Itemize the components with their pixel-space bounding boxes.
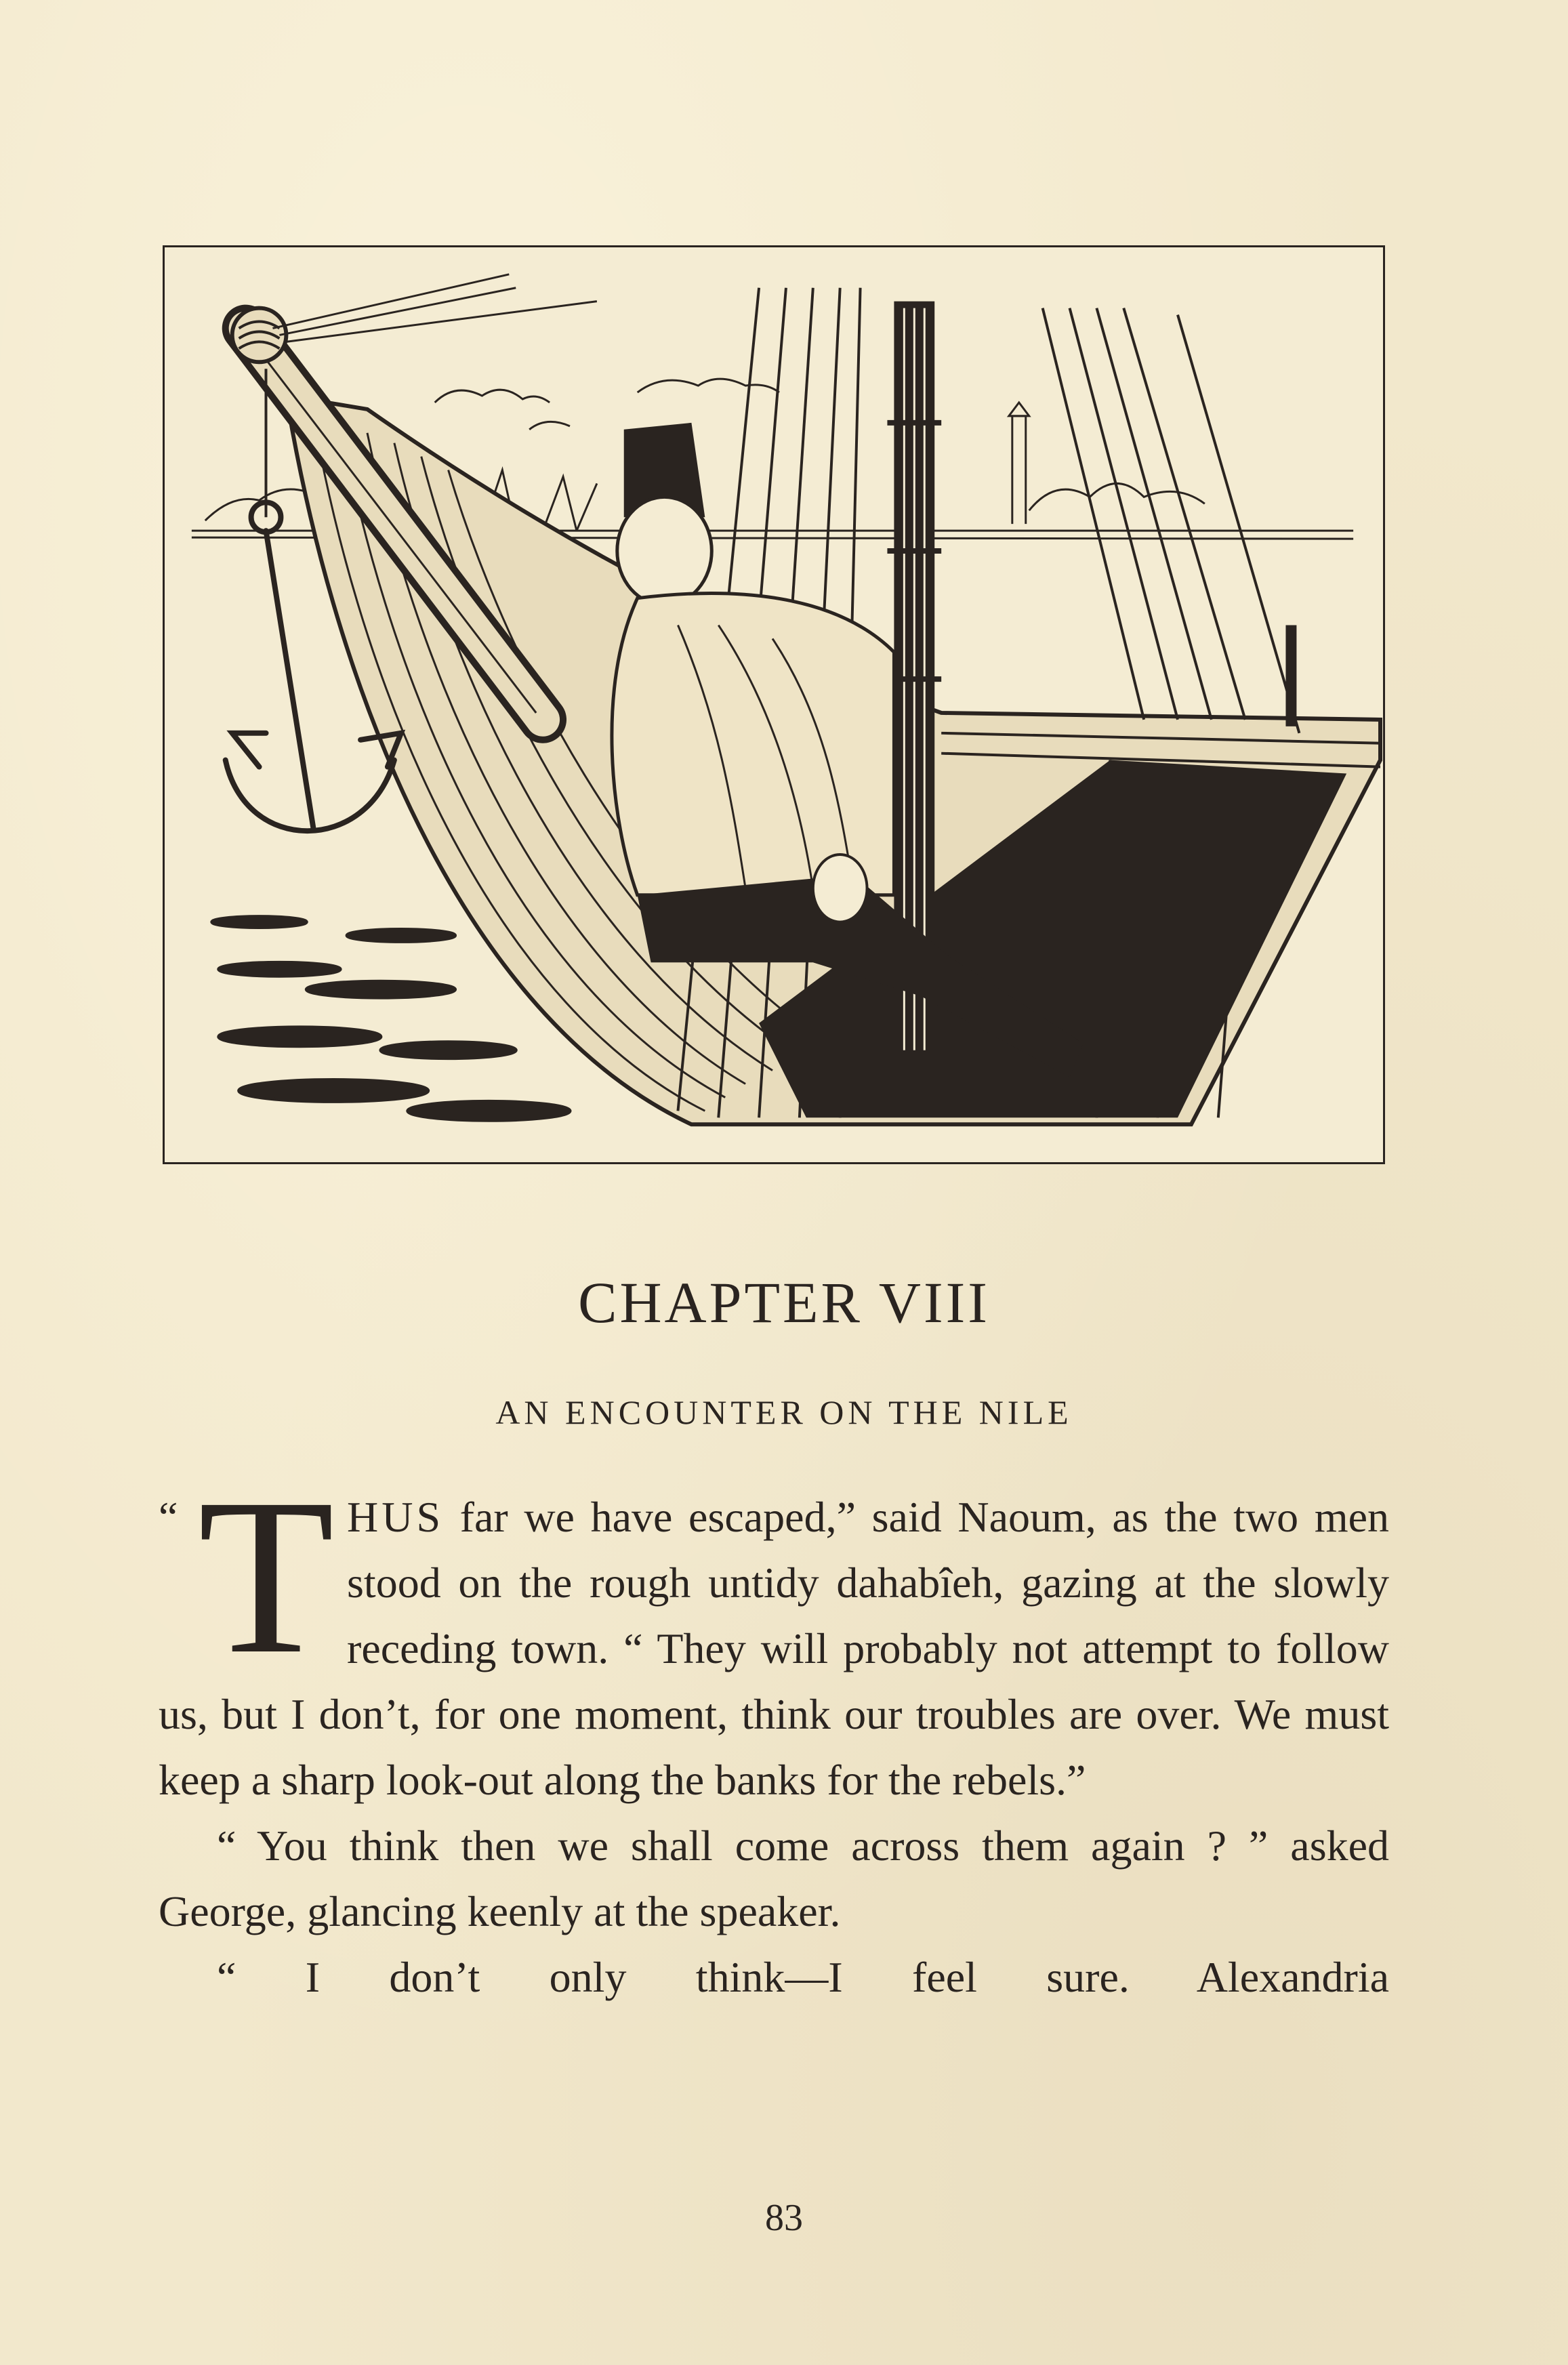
chapter-body	[159, 1453, 1389, 2010]
chapter-subtitle: AN ENCOUNTER ON THE NILE	[495, 1393, 1073, 1431]
boat-illustration-icon	[165, 247, 1383, 1162]
paragraph-1-lead: HUS	[347, 1493, 445, 1541]
chapter-title: CHAPTER VIII	[578, 1270, 990, 1335]
paragraph-1-text: far we have escaped,” said Naoum, as the two men stood on the rough untidy dahabîeh, gazing at the slowly receding town. “ They will probably not attempt to follow us, but I don’t, for one moment, think our troubles are over. We must keep a sharp look-out along the banks for the rebels.”	[159, 1493, 1389, 1804]
page-number: 83	[765, 2197, 803, 2239]
paragraph-2: “ You think then we shall come across them again ? ” asked George, glancing keenly at the speaker.	[159, 1822, 1389, 1935]
chapter-illustration	[163, 245, 1385, 1164]
drop-cap-letter: T	[198, 1453, 335, 1700]
paragraph-3: “ I don’t only think—I feel sure. Alexandria	[217, 1953, 1389, 2001]
opening-quote: “	[159, 1493, 178, 1541]
paragraph-1	[159, 1453, 1389, 1813]
